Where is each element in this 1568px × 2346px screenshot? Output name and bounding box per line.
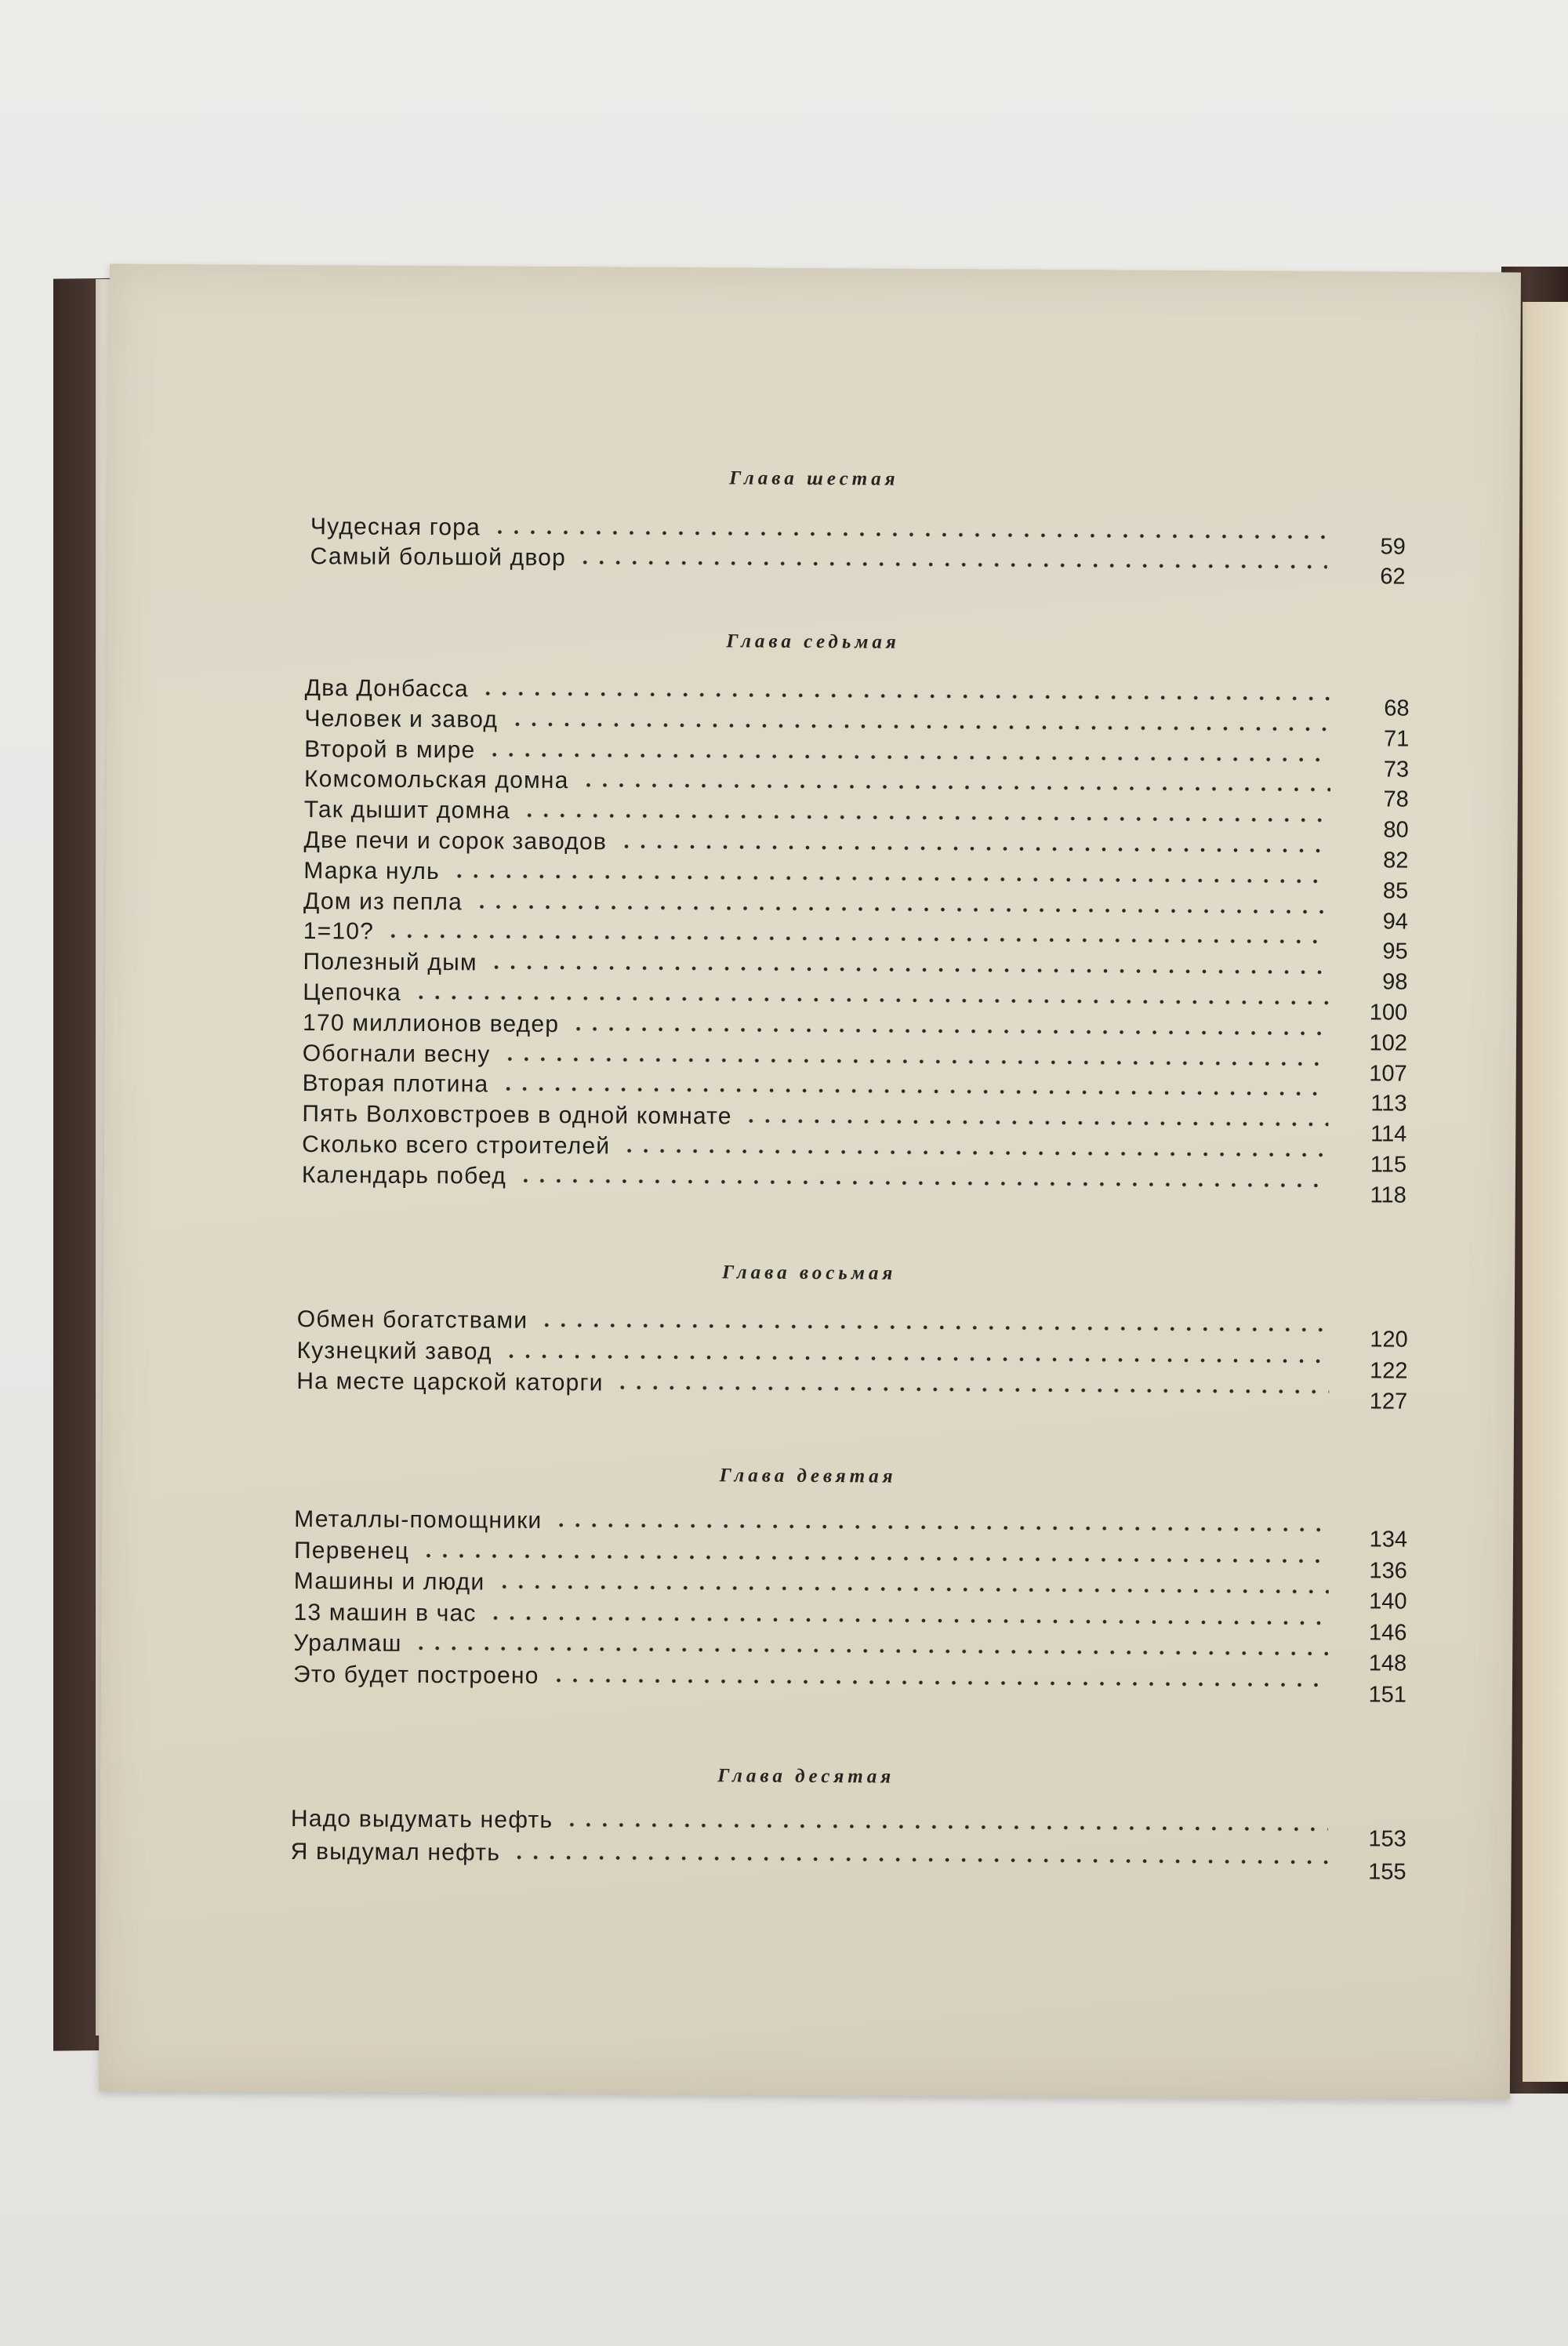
entry-title: Самый большой двор <box>310 543 567 572</box>
dot-leader <box>503 1353 1330 1364</box>
page-number: 78 <box>1383 786 1409 813</box>
entry-title: На месте царской каторги <box>296 1367 604 1396</box>
page-number: 107 <box>1369 1060 1407 1087</box>
dot-leader <box>488 1614 1329 1626</box>
dot-leader <box>412 994 1329 1006</box>
chapter-section <box>110 264 1521 590</box>
dot-leader <box>451 873 1330 884</box>
dot-leader <box>474 903 1330 915</box>
page-number: 73 <box>1383 757 1410 783</box>
dot-leader <box>511 1854 1328 1865</box>
entry-title: 1=10? <box>303 918 375 945</box>
dot-leader <box>570 1026 1329 1037</box>
toc-entry <box>296 1364 1408 1414</box>
page-number: 114 <box>1370 1121 1407 1147</box>
entry-title: Человек и завод <box>304 705 499 733</box>
dot-leader <box>615 1384 1330 1395</box>
dot-leader <box>499 1086 1328 1097</box>
toc-entry <box>292 1657 1406 1708</box>
page-number: 127 <box>1369 1389 1408 1414</box>
next-page-edge <box>1523 302 1568 2082</box>
page-number: 68 <box>1384 695 1410 721</box>
book-page <box>99 264 1521 2100</box>
entry-title: Уралмаш <box>293 1629 402 1657</box>
page-number: 120 <box>1370 1327 1408 1353</box>
dot-leader <box>495 1584 1328 1595</box>
entry-title: Цепочка <box>303 979 402 1006</box>
entry-title: Так дышит домна <box>303 797 511 824</box>
dot-leader <box>743 1118 1329 1128</box>
page-number: 115 <box>1370 1152 1407 1178</box>
entry-title: Календарь побед <box>301 1161 507 1189</box>
entry-title: Два Донбасса <box>304 675 469 703</box>
page-number: 113 <box>1370 1091 1407 1117</box>
page-number: 118 <box>1370 1182 1406 1208</box>
dot-leader <box>420 1552 1329 1563</box>
dot-leader <box>553 1522 1329 1533</box>
entry-title: 13 машин в час <box>293 1599 477 1626</box>
entry-title: Машины и люди <box>293 1567 485 1596</box>
dot-leader <box>413 1645 1329 1657</box>
table-of-contents <box>99 264 1521 2100</box>
entry-title: Надо выдумать нефть <box>290 1805 554 1833</box>
page-number: 153 <box>1368 1826 1406 1852</box>
page-number: 62 <box>1380 564 1406 590</box>
dot-leader <box>501 1055 1328 1066</box>
page-number: 85 <box>1382 878 1409 904</box>
entry-title: Я выдумал нефть <box>290 1838 501 1866</box>
page-number: 102 <box>1369 1030 1408 1056</box>
dot-leader <box>509 721 1330 732</box>
dot-leader <box>618 843 1330 854</box>
dot-leader <box>480 690 1331 702</box>
entry-title: Обогнали весну <box>302 1040 491 1068</box>
entry-title: Дом из пепла <box>303 888 463 915</box>
dot-leader <box>621 1148 1328 1159</box>
chapter-title: Глава восьмая <box>721 1262 897 1284</box>
entry-title: Полезный дым <box>303 949 477 976</box>
entry-title: Первенец <box>293 1537 410 1564</box>
chapter-title: Глава седьмая <box>726 630 900 653</box>
entry-title: Сколько всего строителей <box>302 1131 611 1160</box>
entry-title: Обмен богатствами <box>296 1306 528 1334</box>
entry-title: Две печи и сорок заводов <box>303 827 608 855</box>
page-number: 148 <box>1368 1651 1407 1676</box>
toc-entry <box>301 1158 1406 1208</box>
page-number: 59 <box>1380 534 1406 560</box>
dot-leader <box>539 1322 1330 1333</box>
entry-title: Металлы-помощники <box>294 1505 543 1534</box>
page-number: 82 <box>1383 848 1409 873</box>
page-number: 151 <box>1368 1681 1406 1708</box>
toc-entry <box>310 539 1406 590</box>
page-number: 122 <box>1369 1357 1408 1384</box>
entry-title: Второй в мире <box>304 735 476 763</box>
entry-title: Вторая плотина <box>302 1070 489 1098</box>
dot-leader <box>517 1177 1328 1188</box>
page-number: 71 <box>1383 726 1410 752</box>
chapter-title: Глава девятая <box>719 1465 897 1487</box>
dot-leader <box>492 528 1327 540</box>
entry-title: 170 миллионов ведер <box>303 1009 560 1037</box>
page-number: 134 <box>1369 1527 1408 1552</box>
dot-leader <box>577 559 1327 570</box>
page-number: 95 <box>1382 939 1408 965</box>
page-number: 140 <box>1369 1589 1407 1614</box>
toc-entry <box>290 1835 1406 1885</box>
entry-title: Марка нуль <box>303 857 440 884</box>
page-number: 146 <box>1368 1619 1407 1646</box>
page-number: 80 <box>1383 817 1409 843</box>
dot-leader <box>486 751 1330 763</box>
page-number: 155 <box>1368 1859 1406 1885</box>
dot-leader <box>488 964 1330 976</box>
chapter-title: Глава десятая <box>717 1765 895 1788</box>
page-number: 94 <box>1382 909 1409 935</box>
entry-title: Чудесная гора <box>310 514 481 541</box>
dot-leader <box>579 783 1330 794</box>
dot-leader <box>550 1676 1328 1687</box>
entry-title: Кузнецкий завод <box>296 1337 492 1365</box>
dot-leader <box>385 933 1330 945</box>
entry-title: Комсомольская домна <box>303 766 569 794</box>
entry-title: Это будет построено <box>292 1661 539 1689</box>
dot-leader <box>521 812 1330 823</box>
page-number: 98 <box>1382 969 1408 995</box>
dot-leader <box>564 1821 1328 1832</box>
page-number: 100 <box>1369 1000 1408 1026</box>
chapter-title: Глава шестая <box>729 467 899 490</box>
entry-title: Пять Волховстроев в одной комнате <box>302 1101 732 1130</box>
page-number: 136 <box>1369 1557 1407 1584</box>
